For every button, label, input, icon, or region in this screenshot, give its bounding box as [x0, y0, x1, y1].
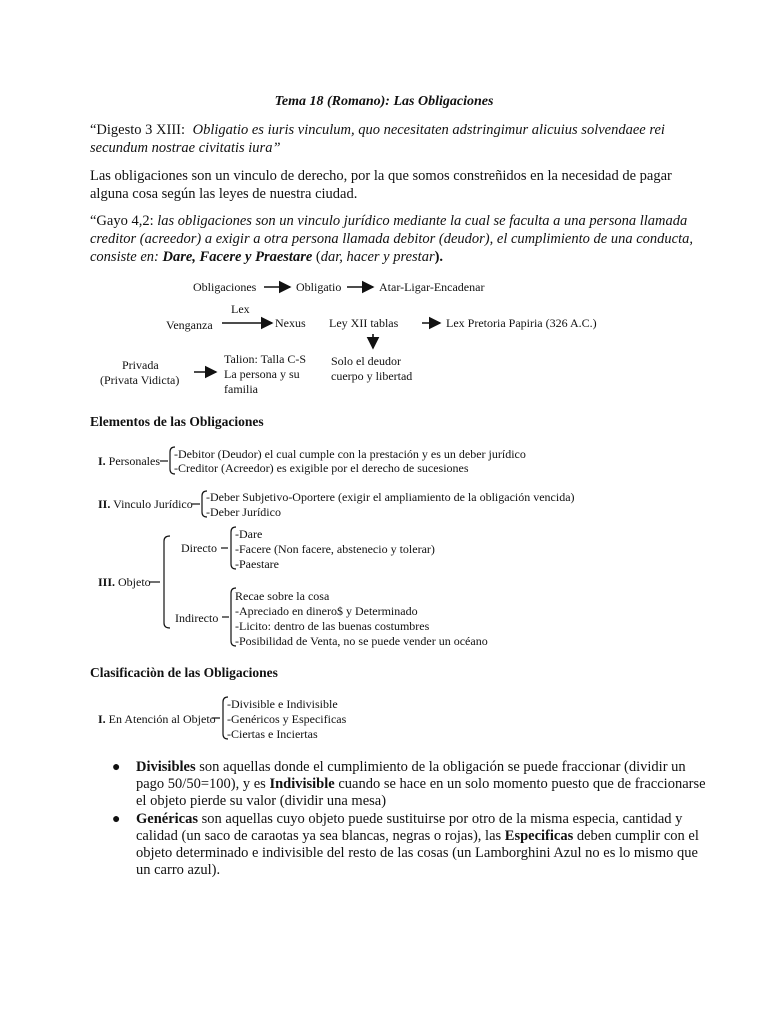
- diagram-atar: Atar-Ligar-Encadenar: [379, 280, 485, 294]
- bullet-2-text1: son aquellas cuyo objeto puede sustituirse por otro de la misma especia, cantidad y calidad (un saco de caraotas ya sea blancas, negras o rojas), las: [136, 811, 683, 844]
- diagram-ley-xii: Ley XII tablas: [329, 316, 399, 330]
- diagram-lex: Lex: [231, 302, 250, 316]
- clasificacion-label: [98, 712, 216, 726]
- gayo-quote-line2: creditor (acreedor) a exigir a otra persona llamada debitor (deudor), el cumplimiento de una conducta,: [90, 231, 693, 247]
- definition-line1: Las obligaciones son un vinculo de derecho, por la que somos constreñidos en la necesidad de pagar: [90, 168, 672, 184]
- bullet-1-bold2: Indivisible: [269, 776, 335, 792]
- clasificacion-item-3: -Ciertas e Inciertas: [227, 727, 318, 741]
- vinculo-label: [98, 497, 193, 511]
- elementos-heading: Elementos de las Obligaciones: [90, 414, 264, 429]
- gayo-text-1: las obligaciones son un vinculo jurídico mediante la cual se faculta a una persona llamada: [157, 213, 688, 229]
- bullet-2-text2: deben cumplir con el objeto determinado e indivisible del resto de las cosas (un Lamborghini Azul no es lo mismo que un carro azul).: [136, 828, 699, 878]
- indirecto-item-2: -Apreciado en dinero$ y Determinado: [235, 604, 418, 618]
- objeto-text: Objeto: [118, 575, 151, 589]
- diagram-talion: Talion: Talla C-S: [224, 352, 307, 366]
- gayo-quote-line3: [90, 248, 443, 266]
- diagram-cuerpo: cuerpo y libertad: [331, 369, 413, 383]
- gayo-text-3a: consiste en:: [90, 249, 159, 265]
- directo-item-1: -Dare: [235, 527, 263, 541]
- clasificacion-text: En Atención al Objeto: [108, 712, 216, 726]
- bullet-2-bold1: Genéricas: [136, 811, 199, 827]
- personales-num: I.: [98, 454, 106, 468]
- diagram-venganza: Venganza: [166, 318, 213, 332]
- clasificacion-item-1: -Divisible e Indivisible: [227, 697, 338, 711]
- personales-item-1: -Debitor (Deudor) el cual cumple con la prestación y es un deber jurídico: [174, 447, 526, 461]
- diagram-familia: familia: [224, 382, 258, 396]
- personales-text: Personales: [108, 454, 160, 468]
- diagram-privata: (Privata Vidicta): [100, 373, 180, 387]
- bullet-dot-icon: ●: [112, 760, 121, 775]
- bullet-dot-icon: ●: [112, 812, 121, 827]
- vinculo-num: II.: [98, 497, 111, 511]
- bullet-2-bold2: Especificas: [504, 828, 574, 844]
- personales-item-2: -Creditor (Acreedor) es exigible por el derecho de sucesiones: [174, 461, 469, 475]
- directo-label: Directo: [181, 541, 217, 555]
- gayo-text-3-bold: Dare, Facere y Praestare: [162, 249, 313, 265]
- bullet-1-bold1: Divisibles: [136, 759, 196, 775]
- list-item: [110, 759, 710, 810]
- digesto-quote-line2: secundum nostrae civitatis iura”: [90, 140, 281, 156]
- objeto-num: III.: [98, 575, 116, 589]
- indirecto-item-4: -Posibilidad de Venta, no se puede vender un océano: [235, 634, 488, 648]
- diagram-lex-pretoria: Lex Pretoria Papiria (326 A.C.): [446, 316, 597, 330]
- vinculo-item-2: -Deber Jurídico: [206, 505, 281, 519]
- digesto-quote-line1: [90, 121, 665, 139]
- objeto-label: [98, 575, 151, 589]
- diagram-nexus: Nexus: [275, 316, 306, 330]
- directo-item-3: -Paestare: [235, 557, 279, 571]
- gayo-quote-line1: [90, 212, 687, 230]
- digesto-text: Obligatio es iuris vinculum, quo necesitaten adstringimur alicuius solvendaee rei: [192, 122, 665, 138]
- gayo-text-3b: (: [315, 249, 321, 265]
- bullet-1-text1: son aquellas donde el cumplimiento de la obligación se puede fraccionar (dividir un pago 50/50=100), y es: [136, 759, 686, 792]
- digesto-prefix: “Digesto 3 XIII:: [90, 122, 186, 138]
- list-item: [110, 811, 710, 879]
- indirecto-item-3: -Licito: dentro de las buenas costumbres: [235, 619, 430, 633]
- page-title: Tema 18 (Romano): Las Obligaciones: [274, 94, 494, 109]
- diagram-obligaciones: Obligaciones: [193, 280, 257, 294]
- personales-label: [98, 454, 160, 468]
- vinculo-text: Vinculo Jurídico: [113, 497, 193, 511]
- diagram-persona: La persona y su: [224, 367, 300, 381]
- gayo-text-3c: dar, hacer y prestar: [320, 249, 435, 265]
- bullet-list: [110, 759, 710, 880]
- gayo-text-3d: ).: [434, 249, 444, 265]
- vinculo-item-1: -Deber Subjetivo-Oportere (exigir el ampliamiento de la obligación vencida): [206, 490, 575, 504]
- gayo-prefix: “Gayo 4,2:: [90, 213, 154, 229]
- clasificacion-num: I.: [98, 712, 106, 726]
- indirecto-label: Indirecto: [175, 611, 219, 625]
- diagram-privada: Privada: [122, 358, 159, 372]
- clasificacion-item-2: -Genéricos y Especificas: [227, 712, 347, 726]
- directo-item-2: -Facere (Non facere, abstenecio y tolerar): [235, 542, 435, 556]
- clasificacion-heading: Clasificaciòn de las Obligaciones: [90, 665, 278, 680]
- bullet-1-text2: cuando se hace en un solo momento puesto que de fraccionarse el objeto pierde su valor (dividir una mesa): [136, 776, 706, 809]
- definition-line2: alguna cosa según las leyes de nuestra ciudad.: [90, 186, 358, 202]
- diagram-solo: Solo el deudor: [331, 354, 401, 368]
- indirecto-item-1: Recae sobre la cosa: [235, 589, 330, 603]
- diagram-obligatio: Obligatio: [296, 280, 342, 294]
